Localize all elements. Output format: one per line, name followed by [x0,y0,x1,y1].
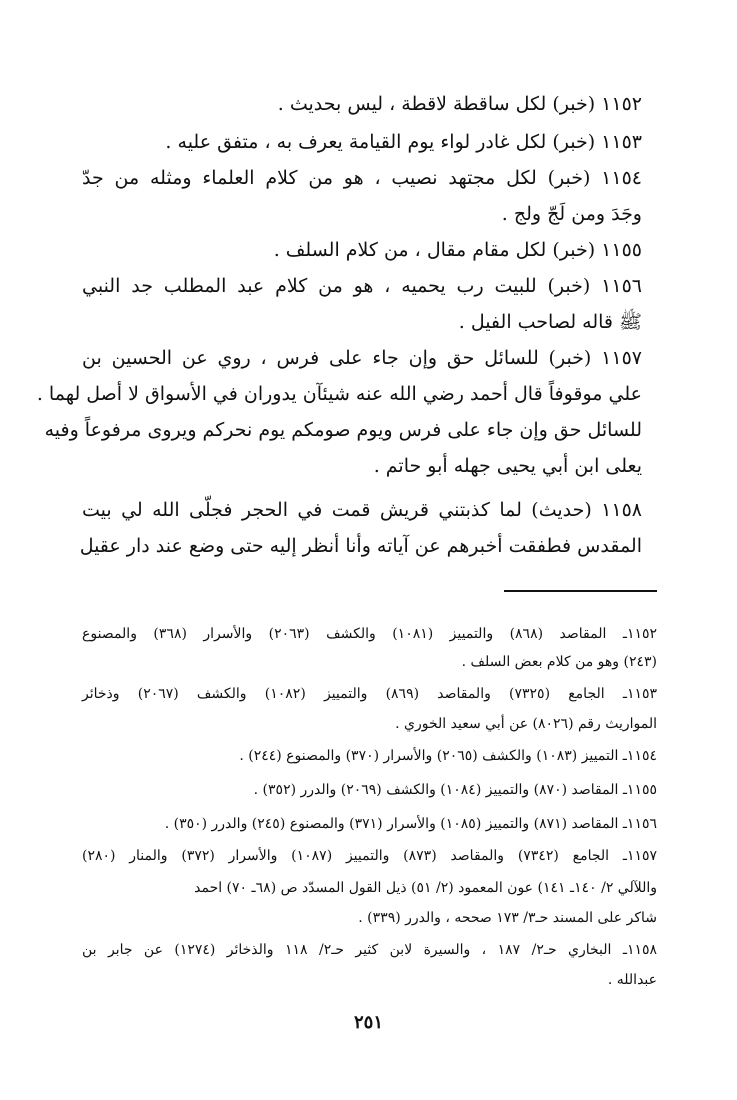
footnote-1152-line-2: (٢٤٣) وهو من كلام بعض السلف . [461,654,657,670]
footnote-1158-line-1: ١١٥٨ـ البخاري حـ٢/ ١٨٧ ، والسيرة لابن كثير حـ٢/ ١١٨ والذخائر (١٢٧٤) عن جابر بن [82,942,658,958]
footnote-1156: ١١٥٦ـ المقاصد (٨٧١) والتمييز (١٠٨٥) والأسرار (٣٧١) والمصنوع (٢٤٥) والدرر (٣٥٠) . [164,816,657,832]
footnote-1153-line-1: ١١٥٣ـ الجامع (٧٣٢٥) والمقاصد (٨٦٩) والتمييز (١٠٨٢) والكشف (٢٠٦٧) وذخائر [82,686,658,702]
footnote-1157-line-2: واللآلي ٢/ ١٤٠ـ ١٤١) عون المعمود (٢/ ٥١) ذيل القول المسدّد ص (٦٨ـ ٧٠) احمد [194,880,657,896]
entry-1158-line-2: المقدس فطفقت أخبرهم عن آياته وأنا أنظر إليه حتى وضع عند دار عقيل [79,535,642,557]
page-number: ٢٥١ [353,1012,383,1033]
entry-1157-line-3: للسائل حق وإن جاء على فرس ويوم صومكم يوم نحركم ويروى مرفوعاً وفيه [44,419,642,441]
footnote-1153-line-2: المواريث رقم (٨٠٢٦) عن أبي سعيد الخوري . [395,716,657,732]
entry-1155-line-1: ١١٥٥ (خبر) لكل مقام مقال ، من كلام السلف . [273,239,642,261]
footnote-1152-line-1: ١١٥٢ـ المقاصد (٨٦٨) والتمييز (١٠٨١) والكشف (٢٠٦٣) والأسرار (٣٦٨) والمصنوع [82,626,658,642]
entry-1156-line-2: ﷺ قاله لصاحب الفيل . [458,311,642,333]
footnote-1157-line-1: ١١٥٧ـ الجامع (٧٣٤٢) والمقاصد (٨٧٣) والتمييز (١٠٨٧) والأسرار (٣٧٢) والمنار (٢٨٠) [82,848,658,864]
entry-1157-line-4: يعلى ابن أبي يحيى جهله أبو حاتم . [373,455,642,477]
footnote-1155: ١١٥٥ـ المقاصد (٨٧٠) والتمييز (١٠٨٤) والكشف (٢٠٦٩) والدرر (٣٥٢) . [253,782,657,798]
entry-1156-line-1: ١١٥٦ (خبر) للبيت رب يحميه ، هو من كلام عبد المطلب جد النبي [82,275,642,297]
entry-1154-line-2: وجَدَ ومن لَجّ ولج . [501,203,642,225]
footnote-1157-line-3: شاكر على المسند حـ٣/ ١٧٣ صححه ، والدرر (٣٣٩) . [358,910,657,926]
entry-1157-line-2: علي موقوفاً قال أحمد رضي الله عنه شيئآن يدوران في الأسواق لا أصل لهما . [36,383,642,405]
entry-1154-line-1: ١١٥٤ (خبر) لكل مجتهد نصيب ، هو من كلام العلماء ومثله من جدّ [82,167,642,189]
footnote-1158-line-2: عبدالله . [607,972,657,988]
footnote-divider [504,590,657,592]
entry-1157-line-1: ١١٥٧ (خبر) للسائل حق وإن جاء على فرس ، روي عن الحسين بن [82,347,642,369]
entry-1153-line-1: ١١٥٣ (خبر) لكل غادر لواء يوم القيامة يعرف به ، متفق عليه . [165,131,642,153]
footnote-1154: ١١٥٤ـ التمييز (١٠٨٣) والكشف (٢٠٦٥) والأسرار (٣٧٠) والمصنوع (٢٤٤) . [239,748,657,764]
entry-1158-line-1: ١١٥٨ (حديث) لما كذبتني قريش قمت في الحجر فجلّى الله لي بيت [82,499,642,521]
entry-1152-line-1: ١١٥٢ (خبر) لكل ساقطة لاقطة ، ليس بحديث . [277,93,642,115]
